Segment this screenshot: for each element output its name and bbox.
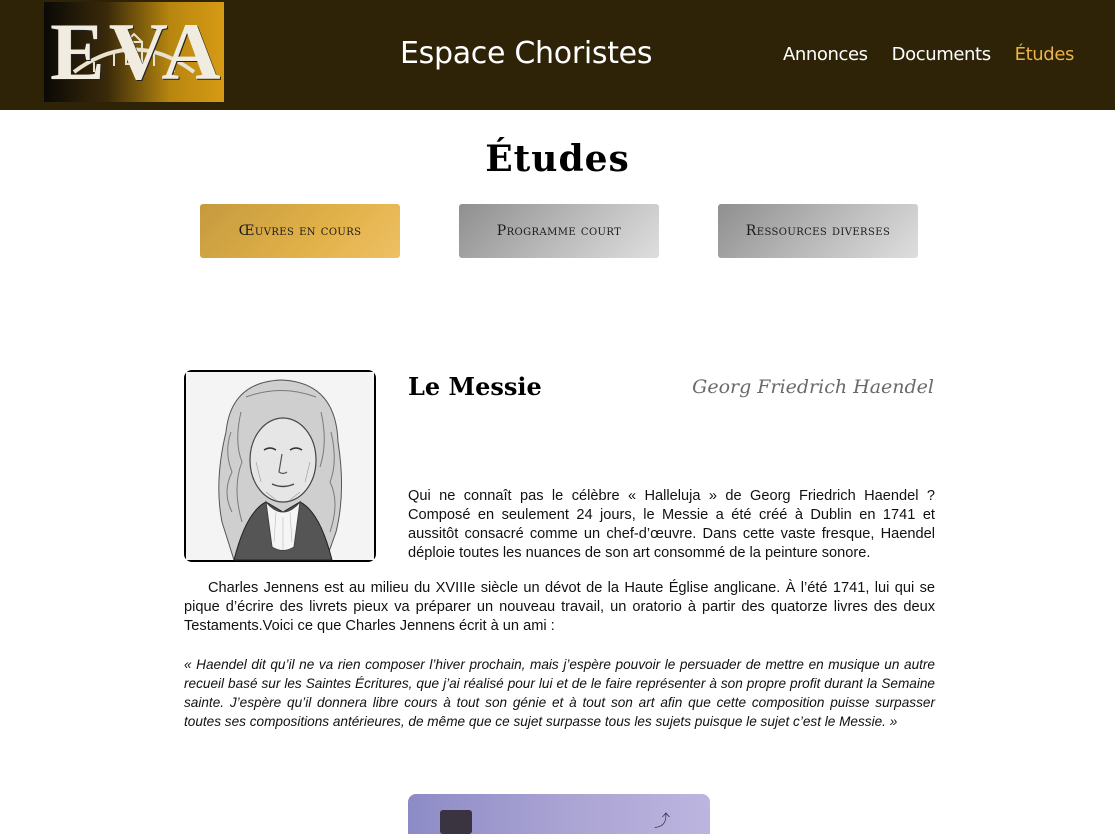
site-header [0,0,1115,110]
page-title: Études [485,138,630,180]
site-title: Espace Choristes [400,36,653,71]
section-tabs [200,204,918,258]
eva-logo[interactable] [44,2,224,102]
work-intro: Qui ne connaît pas le célèbre « Halleluja » de Georg Friedrich Haendel ? Composé en seulement 24 jours, le Messie a été créé à Dublin en 1741 et aussitôt consacré comme un chef-d’œuvre. Dans cette vaste fresque, Haendel déploie toutes les nuances de son art consommé de la peinture sonore. [408,488,935,561]
composer-name: Georg Friedrich Haendel [692,376,934,398]
logo-text: EVA [50,6,225,97]
tab-programme-court[interactable]: Programme court [459,204,659,258]
nav-documents[interactable]: Documents [891,44,991,65]
main-nav [783,44,1074,65]
nav-etudes[interactable]: Études [1014,44,1074,65]
audio-player[interactable] [408,794,710,834]
tab-oeuvres-en-cours[interactable]: Œuvres en cours [200,204,400,258]
jennens-quote: « Haendel dit qu’il ne va rien composer l’hiver prochain, mais j’espère pouvoir le persuader de mettre en musique un autre recueil basé sur les Saintes Écritures, que j’ai réalisé pour lui et de le faire représenter à son propre profit durant la Semaine sainte. J’espère qu’il donnera libre cours à tout son génie et à tout son art afin que cette composition puisse surpasser toutes ses compositions antérieures, de même que ce sujet surpasse tous les sujets puisque le sujet c’est le Messie. » [184,657,935,729]
composer-portrait [184,370,376,562]
work-title: Le Messie [408,372,542,401]
portrait-image [186,372,374,560]
nav-annonces[interactable]: Annonces [782,44,868,65]
share-icon[interactable]: ⤴ [653,813,670,830]
work-paragraph: Charles Jennens est au milieu du XVIIIe siècle un dévot de la Haute Église anglicane. À l’été 1741, lui qui se pique d’écrire des livrets pieux va préparer un nouveau travail, un oratorio à partir des quatorze livres des deux Testaments.Voici ce que Charles Jennens écrit à un ami : [184,580,935,634]
player-thumbnail [440,810,472,834]
tab-ressources-diverses[interactable]: Ressources diverses [718,204,918,258]
